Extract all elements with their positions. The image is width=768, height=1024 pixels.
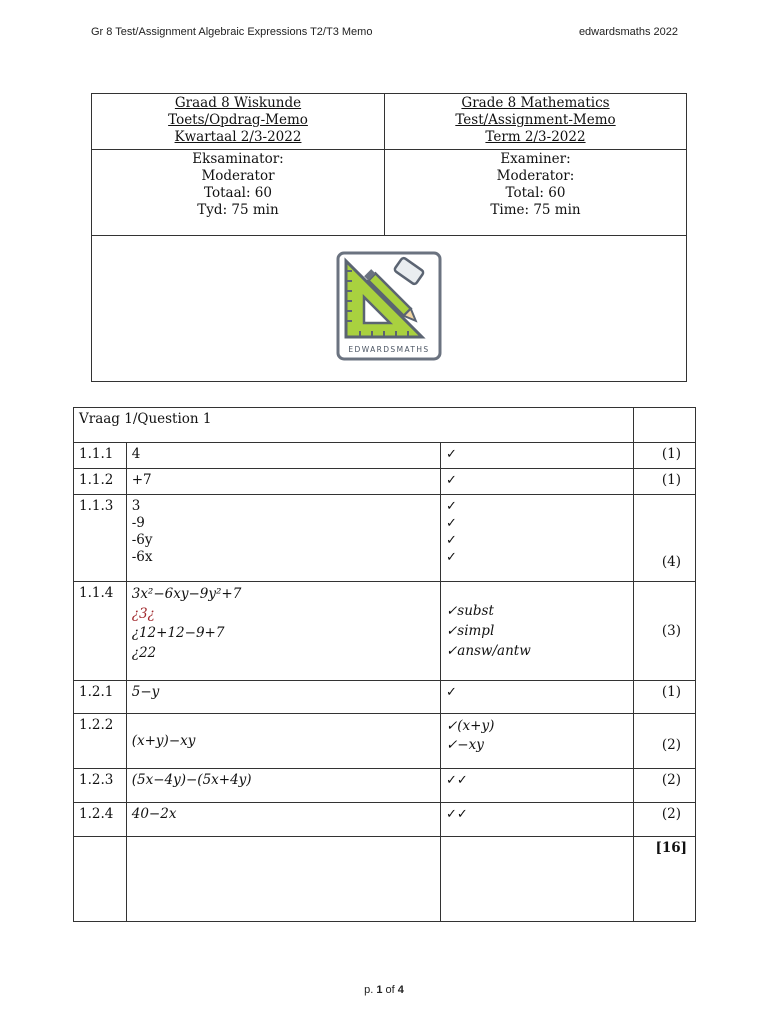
question-number: 1.1.4 — [74, 582, 127, 681]
table-row — [74, 837, 696, 922]
total-label-af: Totaal: 60 — [204, 185, 272, 201]
checkmark-icon: ✓ — [445, 473, 457, 488]
total-label-en: Total: 60 — [505, 185, 566, 201]
mark-minus-xy: ✓−xy — [445, 737, 484, 753]
table-row — [74, 443, 696, 469]
answer-line: ¿3¿ — [131, 605, 155, 622]
title-term-en: Term 2/3-2022 — [485, 129, 586, 145]
answer-line: 3 — [131, 498, 141, 514]
mark-allocation: (1) — [633, 681, 695, 714]
checkmark-icon: ✓ — [445, 447, 457, 462]
cover-title-english — [385, 94, 687, 150]
mark-subst: ✓subst — [445, 603, 494, 619]
page-count: 4 — [397, 984, 404, 996]
answer-line: 5−y — [126, 681, 440, 714]
answer-line: 40−2x — [126, 803, 440, 837]
mark-allocation: (2) — [633, 714, 695, 769]
mark-simpl: ✓simpl — [445, 623, 495, 639]
question-1-table — [73, 407, 696, 922]
answer-cell — [126, 582, 440, 681]
answer-line: ¿12+12−9+7 — [131, 625, 225, 641]
table-row — [74, 582, 696, 681]
table-row — [74, 495, 696, 582]
page-header-brand: edwardsmaths 2022 — [578, 26, 678, 38]
answer-line: (x+y)−xy — [126, 714, 440, 769]
table-row — [74, 469, 696, 495]
page-header-title: Gr 8 Test/Assignment Algebraic Expressions T2/T3 Memo — [91, 26, 373, 38]
answer-cell — [126, 495, 440, 582]
mark-allocation: (1) — [633, 469, 695, 495]
question-number: 1.2.4 — [74, 803, 127, 837]
question-number: 1.2.1 — [74, 681, 127, 714]
table-row — [74, 803, 696, 837]
moderator-label-af: Moderator — [201, 168, 275, 184]
cover-info-english — [385, 150, 687, 236]
question-number: 1.1.3 — [74, 495, 127, 582]
checkmark-icon: ✓ — [445, 499, 457, 514]
logo-cell — [92, 236, 687, 382]
answer-line: -6y — [131, 532, 153, 548]
question-number: 1.2.2 — [74, 714, 127, 769]
marks-cell — [440, 495, 633, 582]
mark-allocation: (2) — [633, 803, 695, 837]
time-label-en: Time: 75 min — [490, 202, 581, 218]
edwardsmaths-logo — [336, 251, 442, 366]
cover-info-afrikaans — [92, 150, 385, 236]
title-subject-af: Graad 8 Wiskunde — [174, 95, 302, 111]
examiner-label-en: Examiner: — [500, 151, 571, 167]
answer-line: 4 — [126, 443, 440, 469]
table-row — [74, 714, 696, 769]
question-heading: Vraag 1/Question 1 — [74, 408, 634, 443]
question-number: 1.2.3 — [74, 769, 127, 803]
answer-line: +7 — [126, 469, 440, 495]
question-total: [16] — [633, 837, 695, 922]
title-term-af: Kwartaal 2/3-2022 — [174, 129, 302, 145]
mark-allocation: (2) — [633, 769, 695, 803]
page-prefix: p. — [364, 984, 377, 996]
answer-line: (5x−4y)−(5x+4y) — [126, 769, 440, 803]
answer-line: ¿22 — [131, 644, 157, 661]
cover-title-afrikaans — [92, 94, 385, 150]
table-row — [74, 769, 696, 803]
checkmark-icon: ✓ — [445, 516, 457, 531]
checkmark-icon: ✓ — [445, 533, 457, 548]
table-row — [74, 681, 696, 714]
checkmark-icon: ✓✓ — [445, 807, 468, 822]
title-type-en: Test/Assignment-Memo — [455, 112, 616, 128]
page-of: of — [382, 984, 398, 996]
title-subject-en: Grade 8 Mathematics — [461, 95, 610, 111]
mark-allocation: (3) — [633, 582, 695, 681]
question-number: 1.1.1 — [74, 443, 127, 469]
examiner-label-af: Eksaminator: — [192, 151, 284, 167]
checkmark-icon: ✓✓ — [445, 773, 468, 788]
mark-allocation: (4) — [633, 495, 695, 582]
time-label-af: Tyd: 75 min — [197, 202, 279, 218]
page-number: 1 — [376, 984, 383, 996]
question-number: 1.1.2 — [74, 469, 127, 495]
checkmark-icon: ✓ — [445, 685, 457, 700]
page-footer — [0, 984, 768, 996]
marks-cell — [440, 582, 633, 681]
answer-line: -9 — [131, 515, 145, 531]
title-type-af: Toets/Opdrag-Memo — [168, 112, 308, 128]
checkmark-icon: ✓ — [445, 550, 457, 565]
answer-line: -6x — [131, 549, 153, 565]
mark-allocation: (1) — [633, 443, 695, 469]
mark-answ: ✓answ/antw — [445, 643, 531, 659]
cover-table — [91, 93, 687, 382]
logo-wordmark: EDWARDSMATHS — [348, 345, 430, 354]
moderator-label-en: Moderator: — [496, 168, 575, 184]
marks-cell — [440, 714, 633, 769]
answer-line: 3x²−6xy−9y²+7 — [131, 586, 242, 602]
mark-bracket: ✓(x+y) — [445, 718, 495, 734]
